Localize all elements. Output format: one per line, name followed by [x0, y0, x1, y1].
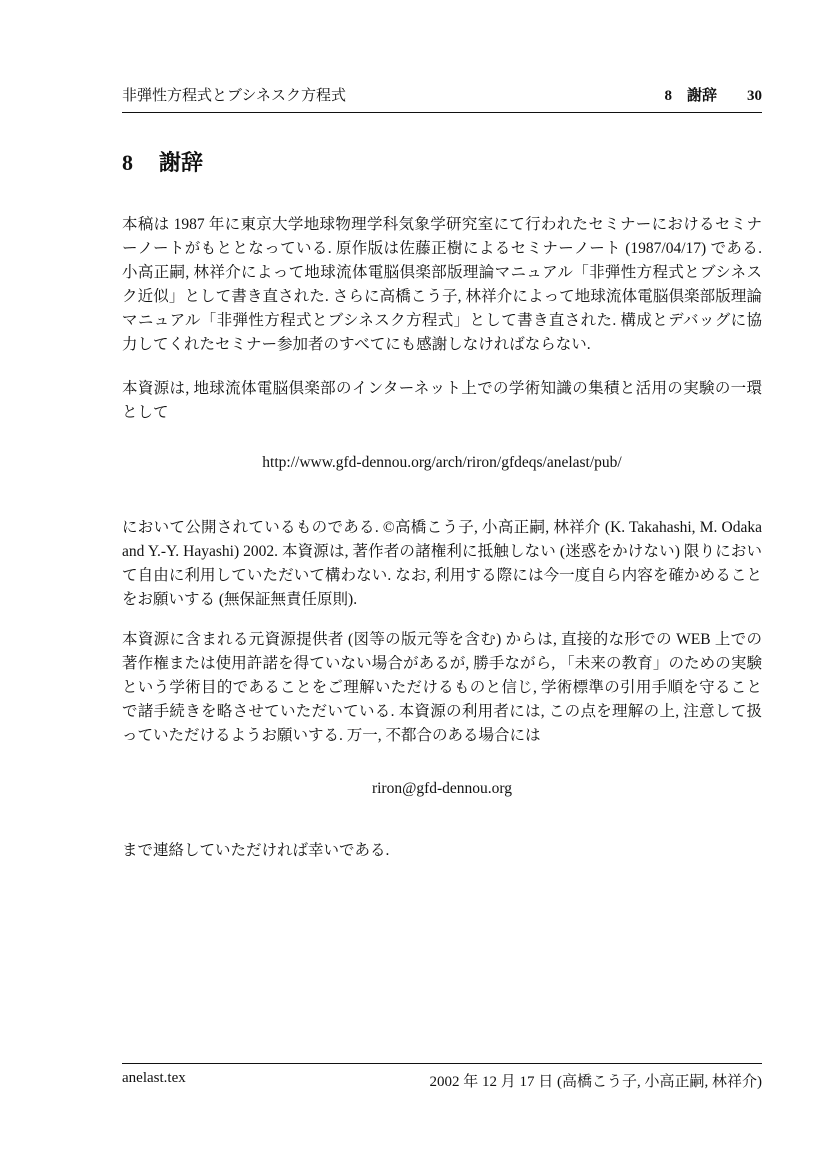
footer-filename: anelast.tex: [122, 1070, 186, 1086]
footer-date-authors: 2002 年 12 月 17 日 (高橋こう子, 小高正嗣, 林祥介): [429, 1074, 762, 1090]
text-block: [122, 0, 762, 863]
running-header: [122, 84, 762, 113]
section-number: 8: [122, 150, 133, 175]
header-document-title: 非弾性方程式とブシネスク方程式: [122, 88, 346, 104]
email-line: riron@gfd-dennou.org: [371, 780, 513, 797]
header-right: [664, 84, 762, 105]
paragraph-sources: 本資源に含まれる元資源提供者 (図等の版元等を含む) からは, 直接的な形での WEB 上での著作権または使用許諾を得ていない場合があるが, 勝手ながら, 「未来の教育」のための実験という学術目的であることをご理解いただけるものと信じ, 学術標準の引用手順を守ることで諸手続きを略させていただいている. 本資源の利用者には, この点を理解の上, 注意して扱っていただけるようお願いする. 万一, 不都合のある場合には: [122, 631, 762, 744]
page-footer: [122, 1063, 762, 1091]
header-page-number: 30: [747, 88, 762, 104]
url-line: http://www.gfd-dennou.org/arch/riron/gfdeqs/anelast/pub/: [262, 454, 622, 471]
paragraph-resource: 本資源は, 地球流体電脳倶楽部のインターネット上での学術知識の集積と活用の実験の一環として: [122, 380, 762, 421]
header-section-ref: 8 謝辞: [664, 88, 717, 104]
section-title: 謝辞: [159, 150, 204, 175]
paragraph-intro: 本稿は 1987 年に東京大学地球物理学科気象学研究室にて行われたセミナーにおけるセミナーノートがもととなっている. 原作版は佐藤正樹によるセミナーノート (1987/04/17) である. 小高正嗣, 林祥介によって地球流体電脳倶楽部版理論マニュアル「非弾性方程式とブシネスク近似」として書き直された. さらに高橋こう子, 林祥介によって地球流体電脳倶楽部版理論マニュアル「非弾性方程式とブシネスク方程式」として書き直された. 構成とデバッグに協力してくれたセミナー参加者のすべてにも感謝しなければならない.: [122, 216, 762, 353]
paragraph-license: において公開されているものである. ©高橋こう子, 小高正嗣, 林祥介 (K. Takahashi, M. Odaka and Y.-Y. Hayashi) 2002. 本資源は, 著作者の諸権利に抵触しない (迷惑をかけない) 限りにおいて自由に利用していただいて構わない. なお, 利用する際には今一度自ら内容を確かめることをお願いする (無保証無責任原則).: [122, 519, 762, 608]
section-heading: [122, 146, 762, 177]
paragraph-contact: まで連絡していただければ幸いである.: [122, 842, 390, 859]
